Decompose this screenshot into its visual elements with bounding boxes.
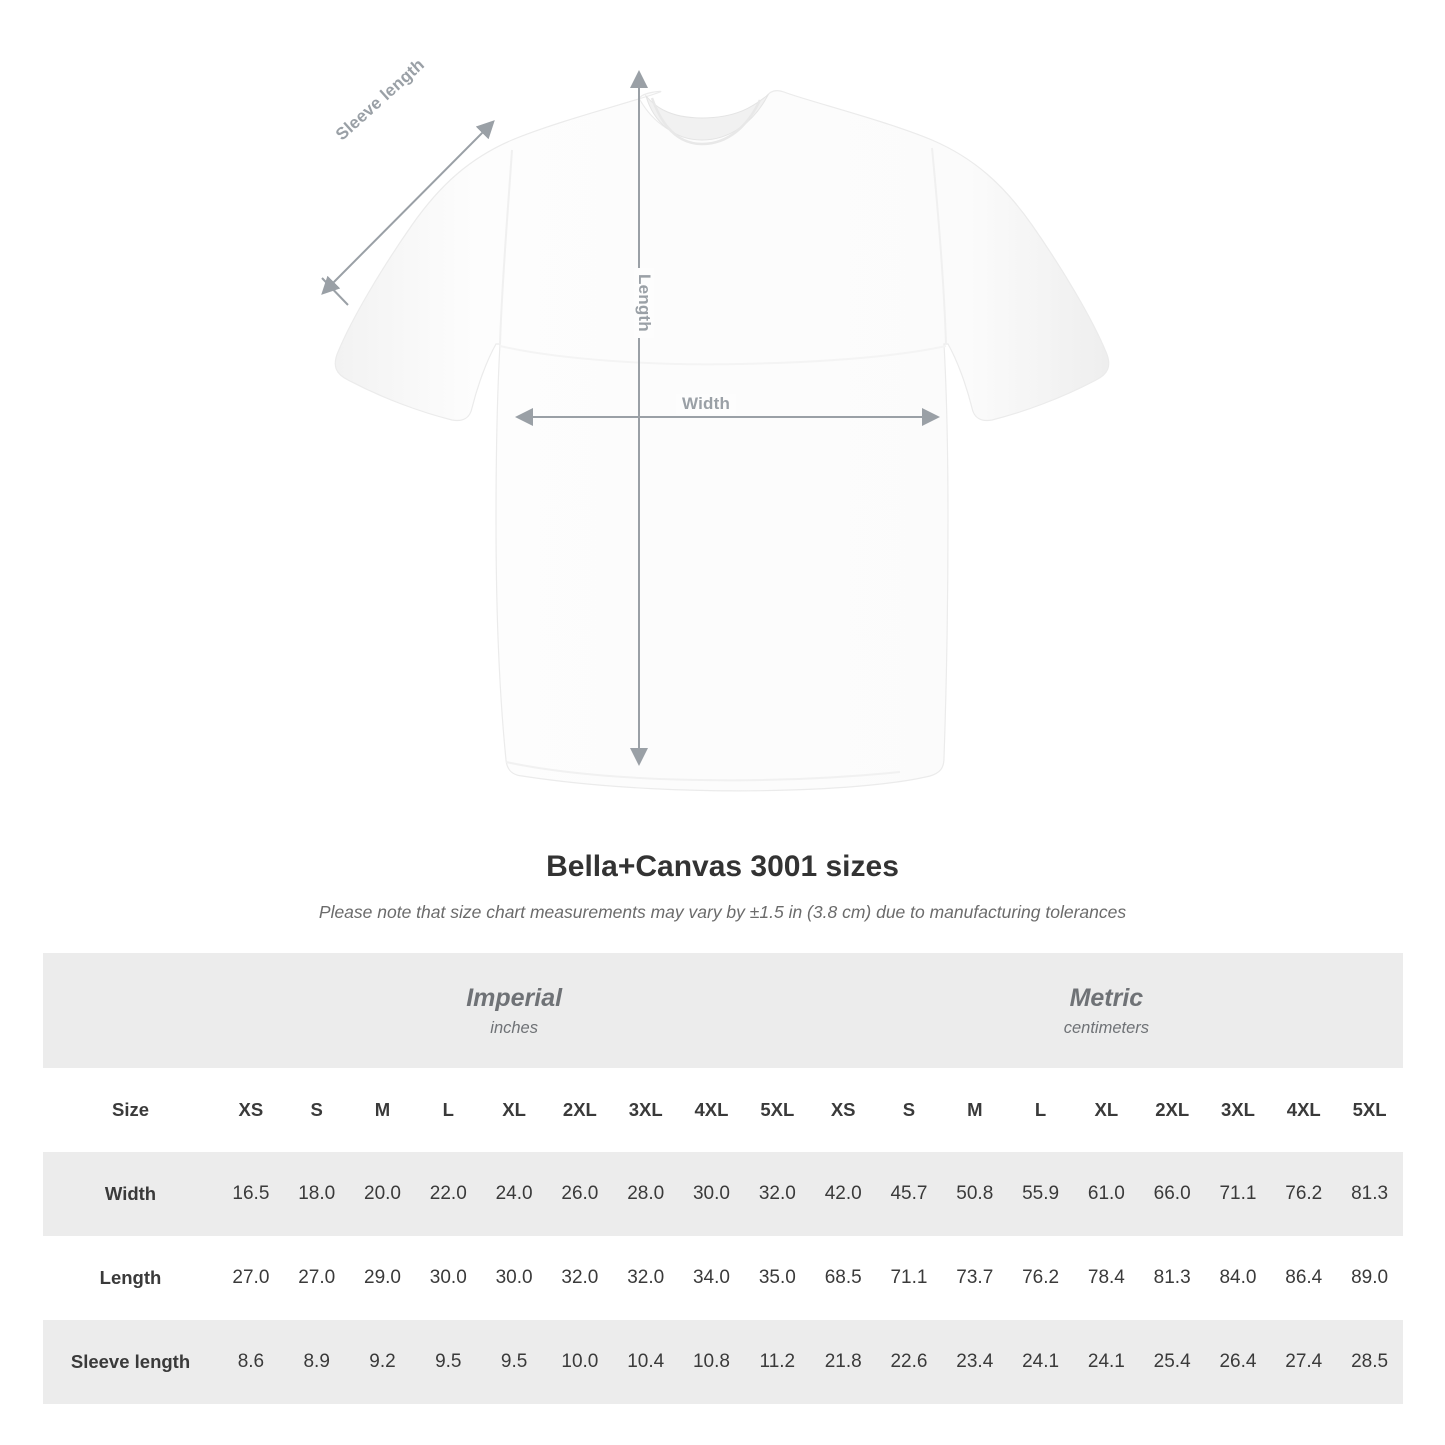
table-row bbox=[43, 1152, 1403, 1236]
imperial-unit-label: inches bbox=[490, 1019, 538, 1037]
width-dimension-label: Width bbox=[676, 394, 736, 414]
cell-length-imperial-m: 29.0 bbox=[350, 1236, 416, 1320]
cell-length-imperial-2xl: 32.0 bbox=[547, 1236, 613, 1320]
cell-sleeve-metric-m: 23.4 bbox=[942, 1320, 1008, 1404]
cell-length-metric-5xl: 89.0 bbox=[1337, 1236, 1403, 1320]
imperial-system-label: Imperial bbox=[466, 984, 563, 1012]
cell-length-metric-m: 73.7 bbox=[942, 1236, 1008, 1320]
cell-length-imperial-l: 30.0 bbox=[415, 1236, 481, 1320]
cell-sleeve-metric-3xl: 26.4 bbox=[1205, 1320, 1271, 1404]
size-table bbox=[43, 953, 1403, 1404]
cell-width-imperial-3xl: 28.0 bbox=[613, 1152, 679, 1236]
size-col-m-metric: M bbox=[942, 1068, 1008, 1152]
cell-sleeve-imperial-xl: 9.5 bbox=[481, 1320, 547, 1404]
cell-width-imperial-s: 18.0 bbox=[284, 1152, 350, 1236]
cell-width-metric-5xl: 81.3 bbox=[1337, 1152, 1403, 1236]
size-col-3xl-imperial: 3XL bbox=[613, 1068, 679, 1152]
cell-sleeve-imperial-xs: 8.6 bbox=[218, 1320, 284, 1404]
cell-width-imperial-l: 22.0 bbox=[415, 1152, 481, 1236]
cell-width-metric-xs: 42.0 bbox=[810, 1152, 876, 1236]
cell-sleeve-imperial-l: 9.5 bbox=[415, 1320, 481, 1404]
size-col-5xl-metric: 5XL bbox=[1337, 1068, 1403, 1152]
cell-length-imperial-xs: 27.0 bbox=[218, 1236, 284, 1320]
cell-width-metric-xl: 61.0 bbox=[1073, 1152, 1139, 1236]
unit-systems-row bbox=[43, 953, 1403, 1068]
size-col-xl-metric: XL bbox=[1073, 1068, 1139, 1152]
cell-sleeve-metric-2xl: 25.4 bbox=[1139, 1320, 1205, 1404]
cell-sleeve-imperial-m: 9.2 bbox=[350, 1320, 416, 1404]
cell-width-imperial-m: 20.0 bbox=[350, 1152, 416, 1236]
cell-sleeve-metric-l: 24.1 bbox=[1008, 1320, 1074, 1404]
tshirt-shape bbox=[335, 91, 1109, 791]
size-col-4xl-imperial: 4XL bbox=[679, 1068, 745, 1152]
row-label-sleeve-length: Sleeve length bbox=[43, 1320, 218, 1404]
cell-sleeve-metric-4xl: 27.4 bbox=[1271, 1320, 1337, 1404]
metric-unit-label: centimeters bbox=[1063, 1019, 1150, 1037]
cell-sleeve-imperial-3xl: 10.4 bbox=[613, 1320, 679, 1404]
size-col-l-metric: L bbox=[1008, 1068, 1074, 1152]
cell-sleeve-imperial-s: 8.9 bbox=[284, 1320, 350, 1404]
length-dimension-label: Length bbox=[634, 268, 654, 338]
cell-length-imperial-4xl: 34.0 bbox=[679, 1236, 745, 1320]
unit-spacer-cell bbox=[43, 953, 218, 1068]
cell-width-imperial-xs: 16.5 bbox=[218, 1152, 284, 1236]
row-label-width: Width bbox=[43, 1152, 218, 1236]
cell-sleeve-imperial-2xl: 10.0 bbox=[547, 1320, 613, 1404]
row-label-length: Length bbox=[43, 1236, 218, 1320]
cell-width-metric-3xl: 71.1 bbox=[1205, 1152, 1271, 1236]
size-col-5xl-imperial: 5XL bbox=[744, 1068, 810, 1152]
cell-width-metric-s: 45.7 bbox=[876, 1152, 942, 1236]
table-row bbox=[43, 1236, 1403, 1320]
metric-system-label: Metric bbox=[1069, 984, 1144, 1012]
cell-sleeve-metric-5xl: 28.5 bbox=[1337, 1320, 1403, 1404]
size-col-2xl-imperial: 2XL bbox=[547, 1068, 613, 1152]
cell-sleeve-metric-xs: 21.8 bbox=[810, 1320, 876, 1404]
size-col-m-imperial: M bbox=[350, 1068, 416, 1152]
cell-length-imperial-xl: 30.0 bbox=[481, 1236, 547, 1320]
cell-length-imperial-3xl: 32.0 bbox=[613, 1236, 679, 1320]
cell-width-metric-4xl: 76.2 bbox=[1271, 1152, 1337, 1236]
cell-width-metric-2xl: 66.0 bbox=[1139, 1152, 1205, 1236]
chart-title: Bella+Canvas 3001 sizes bbox=[546, 850, 899, 883]
metric-group-header bbox=[810, 953, 1402, 1068]
cell-length-metric-2xl: 81.3 bbox=[1139, 1236, 1205, 1320]
size-col-xs-metric: XS bbox=[810, 1068, 876, 1152]
cell-length-metric-xs: 68.5 bbox=[810, 1236, 876, 1320]
cell-length-metric-l: 76.2 bbox=[1008, 1236, 1074, 1320]
cell-width-imperial-4xl: 30.0 bbox=[679, 1152, 745, 1236]
cell-length-imperial-5xl: 35.0 bbox=[744, 1236, 810, 1320]
cell-width-metric-m: 50.8 bbox=[942, 1152, 1008, 1236]
cell-sleeve-imperial-4xl: 10.8 bbox=[679, 1320, 745, 1404]
cell-length-metric-s: 71.1 bbox=[876, 1236, 942, 1320]
sleeve-length-dimension-label: Sleeve length bbox=[332, 54, 429, 145]
size-col-xs-imperial: XS bbox=[218, 1068, 284, 1152]
size-col-2xl-metric: 2XL bbox=[1139, 1068, 1205, 1152]
size-table-container bbox=[43, 953, 1402, 1404]
cell-sleeve-imperial-5xl: 11.2 bbox=[744, 1320, 810, 1404]
size-col-3xl-metric: 3XL bbox=[1205, 1068, 1271, 1152]
cell-width-imperial-xl: 24.0 bbox=[481, 1152, 547, 1236]
cell-width-imperial-5xl: 32.0 bbox=[744, 1152, 810, 1236]
size-col-l-imperial: L bbox=[415, 1068, 481, 1152]
size-col-s-imperial: S bbox=[284, 1068, 350, 1152]
imperial-group-header bbox=[218, 953, 810, 1068]
cell-sleeve-metric-xl: 24.1 bbox=[1073, 1320, 1139, 1404]
size-col-4xl-metric: 4XL bbox=[1271, 1068, 1337, 1152]
cell-length-imperial-s: 27.0 bbox=[284, 1236, 350, 1320]
size-header-cell: Size bbox=[43, 1068, 218, 1152]
cell-length-metric-4xl: 86.4 bbox=[1271, 1236, 1337, 1320]
size-header-row bbox=[43, 1068, 1403, 1152]
cell-length-metric-3xl: 84.0 bbox=[1205, 1236, 1271, 1320]
chart-note: Please note that size chart measurements may vary by ±1.5 in (3.8 cm) due to manufacturing tolerances bbox=[318, 902, 1127, 922]
cell-width-metric-l: 55.9 bbox=[1008, 1152, 1074, 1236]
table-row bbox=[43, 1320, 1403, 1404]
cell-sleeve-metric-s: 22.6 bbox=[876, 1320, 942, 1404]
size-col-s-metric: S bbox=[876, 1068, 942, 1152]
size-col-xl-imperial: XL bbox=[481, 1068, 547, 1152]
cell-width-imperial-2xl: 26.0 bbox=[547, 1152, 613, 1236]
cell-length-metric-xl: 78.4 bbox=[1073, 1236, 1139, 1320]
